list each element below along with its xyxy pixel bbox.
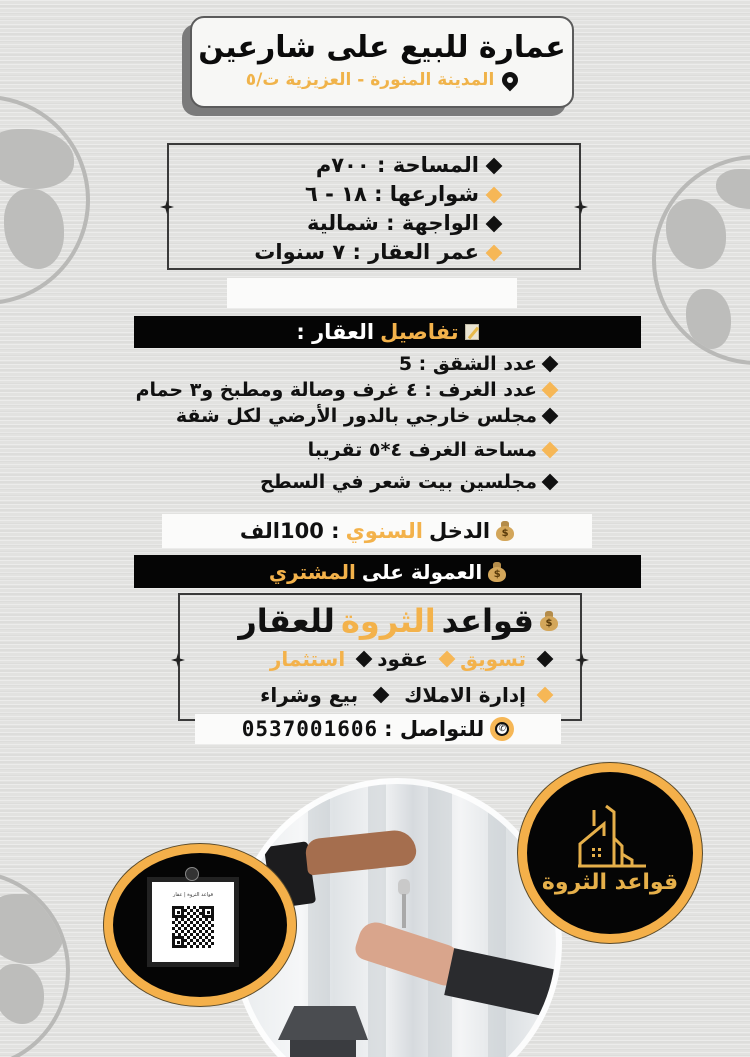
sparkle-icon <box>160 200 174 214</box>
diamond-bullet-icon <box>537 651 554 668</box>
photo-building-column <box>488 784 506 1057</box>
details-list <box>136 351 557 495</box>
spec-streets: شوارعها : ١٨ - ٦ <box>254 180 501 209</box>
qr-finder <box>202 906 214 918</box>
money-bag-icon <box>540 611 558 631</box>
diamond-bullet-icon <box>486 244 503 261</box>
detail-majlis: مجلس خارجي بالدور الأرضي لكل شقة <box>136 403 557 429</box>
brand-name: $ قواعد الثروة للعقار <box>238 601 558 641</box>
spec-age: عمر العقار : ٧ سنوات <box>254 238 501 267</box>
whatsapp-avatar-icon <box>185 867 199 881</box>
diamond-bullet-icon <box>542 442 559 459</box>
sparkle-icon <box>171 653 185 667</box>
diamond-bullet-icon <box>486 186 503 203</box>
diamond-bullet-icon <box>537 687 554 704</box>
qr-finder <box>172 936 184 948</box>
phone-number[interactable]: 0537001606 <box>241 717 379 741</box>
diamond-bullet-icon <box>356 651 373 668</box>
diamond-bullet-icon <box>542 382 559 399</box>
diamond-bullet-icon <box>542 408 559 425</box>
receiver-sleeve <box>444 948 562 1018</box>
spec-facade: الواجهة : شمالية <box>254 209 501 238</box>
qr-code-badge <box>104 844 296 1006</box>
money-bag-icon <box>488 562 506 582</box>
logo-text: قواعد الثروة <box>541 870 679 895</box>
diamond-bullet-icon <box>486 157 503 174</box>
photo-building-column <box>368 784 386 1057</box>
spec-area: المساحة : ٧٠٠م <box>254 151 501 180</box>
specs-box <box>167 143 581 270</box>
location-text: المدينة المنورة - العزيزية ت/٥ <box>245 70 495 90</box>
map-pin-icon <box>499 69 522 92</box>
diamond-bullet-icon <box>542 356 559 373</box>
title-card <box>190 16 574 108</box>
detail-room-size: مساحة الغرف ٤*٥ تقريبا <box>136 437 557 463</box>
globe-decoration-left-top <box>0 95 90 305</box>
detail-apartments: عدد الشقق : 5 <box>136 351 557 377</box>
specs-list <box>254 151 501 267</box>
company-logo-badge <box>518 763 702 943</box>
photo-building-column <box>428 784 452 1057</box>
brand-box <box>178 593 582 721</box>
house-model-body <box>290 1040 356 1057</box>
phone-icon: ✆ <box>490 717 514 741</box>
diamond-bullet-icon <box>542 474 559 491</box>
money-bag-icon <box>496 521 514 541</box>
location <box>192 70 572 90</box>
sparkle-icon <box>574 200 588 214</box>
commission-bar: $ العمولة على المشتري <box>134 555 641 588</box>
globe-decoration-left-bottom <box>0 870 70 1057</box>
blank-strip <box>227 278 517 308</box>
diamond-bullet-icon <box>439 651 456 668</box>
diamond-bullet-icon <box>486 215 503 232</box>
services-row-1: تسويق عقود استثمار <box>270 647 552 671</box>
diamond-bullet-icon <box>373 687 390 704</box>
globe-decoration-right <box>652 155 750 365</box>
details-header: تفاصيل العقار : <box>134 316 641 348</box>
qr-card <box>147 877 239 967</box>
detail-rooms: عدد الغرف : ٤ غرف وصالة ومطبخ و٣ حمام <box>136 377 557 403</box>
detail-roof: مجلسين بيت شعر في السطح <box>136 469 557 495</box>
key-blade <box>402 894 406 928</box>
qr-card-title: قواعد الثروة | عقار <box>172 892 214 898</box>
memo-icon <box>465 324 479 340</box>
qr-finder <box>172 906 184 918</box>
key-icon <box>398 879 410 895</box>
annual-income: $ الدخل السنوي : 100الف <box>162 514 592 548</box>
contact-strip: ✆ للتواصل : 0537001606 <box>195 714 561 744</box>
listing-title: عمارة للبيع على شارعين <box>198 30 566 65</box>
sparkle-icon <box>575 653 589 667</box>
house-model-roof <box>278 1006 368 1040</box>
services-row-2: إدارة الاملاك بيع وشراء <box>260 683 552 707</box>
